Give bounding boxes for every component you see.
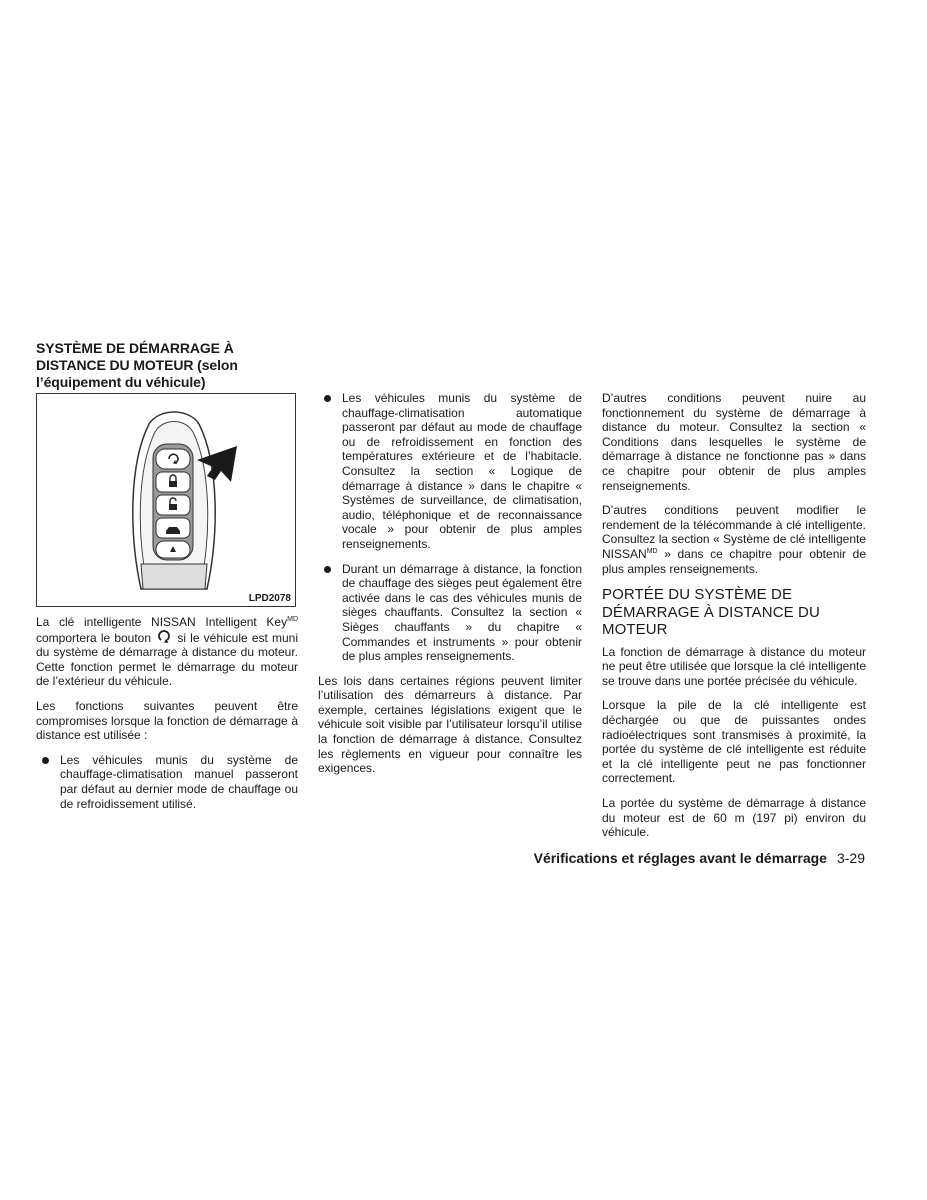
functions-paragraph: Les fonctions suivantes peuvent être compromises lorsque la fonction de démarrage à distance est utilisée :: [36, 698, 298, 743]
range-paragraph-1: La fonction de démarrage à distance du moteur ne peut être utilisée que lorsque la clé intelligente se trouve dans une portée précisée du véhicule.: [602, 644, 866, 688]
page-number: 3-29: [836, 850, 865, 866]
intro-text-a: La clé intelligente NISSAN Intelligent Key: [36, 615, 288, 629]
figure-label: LPD2078: [248, 593, 291, 604]
conditions-paragraph: D’autres conditions peuvent nuire au fonctionnement du système de démarrage à distance du moteur. Consultez la section « Conditions dans lesquelles le système de démarrage à distance ne fonctionne pas » dans ce chapitre pour obtenir de plus amples renseignements.: [602, 391, 866, 493]
intro-text-c: si le véhicule est muni du système de démarrage à distance du moteur. Cette fonction permet le démarrage du moteur de l’extérieur du véhicule.: [36, 630, 298, 689]
column-3: [602, 391, 866, 850]
performance-text-b: » dans ce chapitre pour obtenir de plus amples renseignements.: [602, 546, 866, 576]
section-heading: SYSTÈME DE DÉMARRAGE À DISTANCE DU MOTEUR (selon l’équipement du véhicule): [36, 340, 238, 390]
column-1: [36, 615, 298, 821]
intro-text-b: comportera le bouton: [36, 630, 156, 645]
performance-paragraph: [602, 503, 866, 576]
list-item: [318, 391, 582, 552]
bullet-text: Les véhicules munis du système de chauffage-climatisation manuel passeront par défaut au dernier mode de chauffage ou de refroidissement utilisé.: [60, 752, 298, 811]
laws-paragraph: Les lois dans certaines régions peuvent limiter l’utilisation des démarreurs à distance. Par exemple, certaines législations exigent que le véhicule soit visible par l’utilisateur lorsqu’il utilise la fonction de démarrage à distance. Consultez les règlements en vigueur pour connaître les exigences.: [318, 673, 582, 776]
performance-text-a: D’autres conditions peuvent modifier le rendement de la télécommande à clé intelligente. Consultez la section « Système de clé intelligente NISSAN: [602, 503, 866, 561]
column-2: [318, 391, 582, 786]
footer-title: Vérifications et réglages avant le démarrage: [533, 850, 827, 866]
bullet-icon: [324, 566, 331, 573]
bullet-text: Les véhicules munis du système de chauffage-climatisation automatique passeront par défaut au mode de chauffage ou de refroidissement en fonction des températures extérieure et de l’habitacle. Consultez la section « Logique de démarrage à distance » dans le chapitre « Systèmes de surveillance, de climatisation, audio, téléphonique et de reconnaissance vocale » pour obtenir de plus amples renseignements.: [342, 391, 582, 551]
trademark-sup: MD: [287, 616, 298, 623]
remote-start-icon: [157, 630, 171, 644]
range-paragraph-2: Lorsque la pile de la clé intelligente est déchargée ou que de puissantes ondes radioélectriques sont transmises à proximité, la portée du système de clé intelligente est réduite et la clé intelligente peut ne pas fonctionner correctement.: [602, 698, 866, 786]
intro-paragraph: [36, 615, 298, 689]
key-fob-illustration: [37, 394, 295, 606]
bullet-text: Durant un démarrage à distance, la fonction de chauffage des sièges peut également être activée dans le cas des véhicules munis de sièges chauffants. Consultez la section « Sièges chauffants » du chapitre « Commandes et instruments » pour obtenir de plus amples renseignements.: [342, 561, 582, 664]
list-item: [318, 562, 582, 664]
trademark-sup: MD: [646, 547, 658, 555]
bullet-icon: [42, 757, 49, 764]
key-fob-figure: [36, 393, 296, 607]
range-paragraph-3: La portée du système de démarrage à distance du moteur est de 60 m (197 pi) environ du véhicule.: [602, 795, 866, 840]
bullet-icon: [324, 395, 331, 402]
range-subheading: PORTÉE DU SYSTÈME DE DÉMARRAGE À DISTANCE DU MOTEUR: [602, 586, 820, 639]
list-item: [36, 753, 298, 811]
page-footer: [534, 850, 865, 866]
